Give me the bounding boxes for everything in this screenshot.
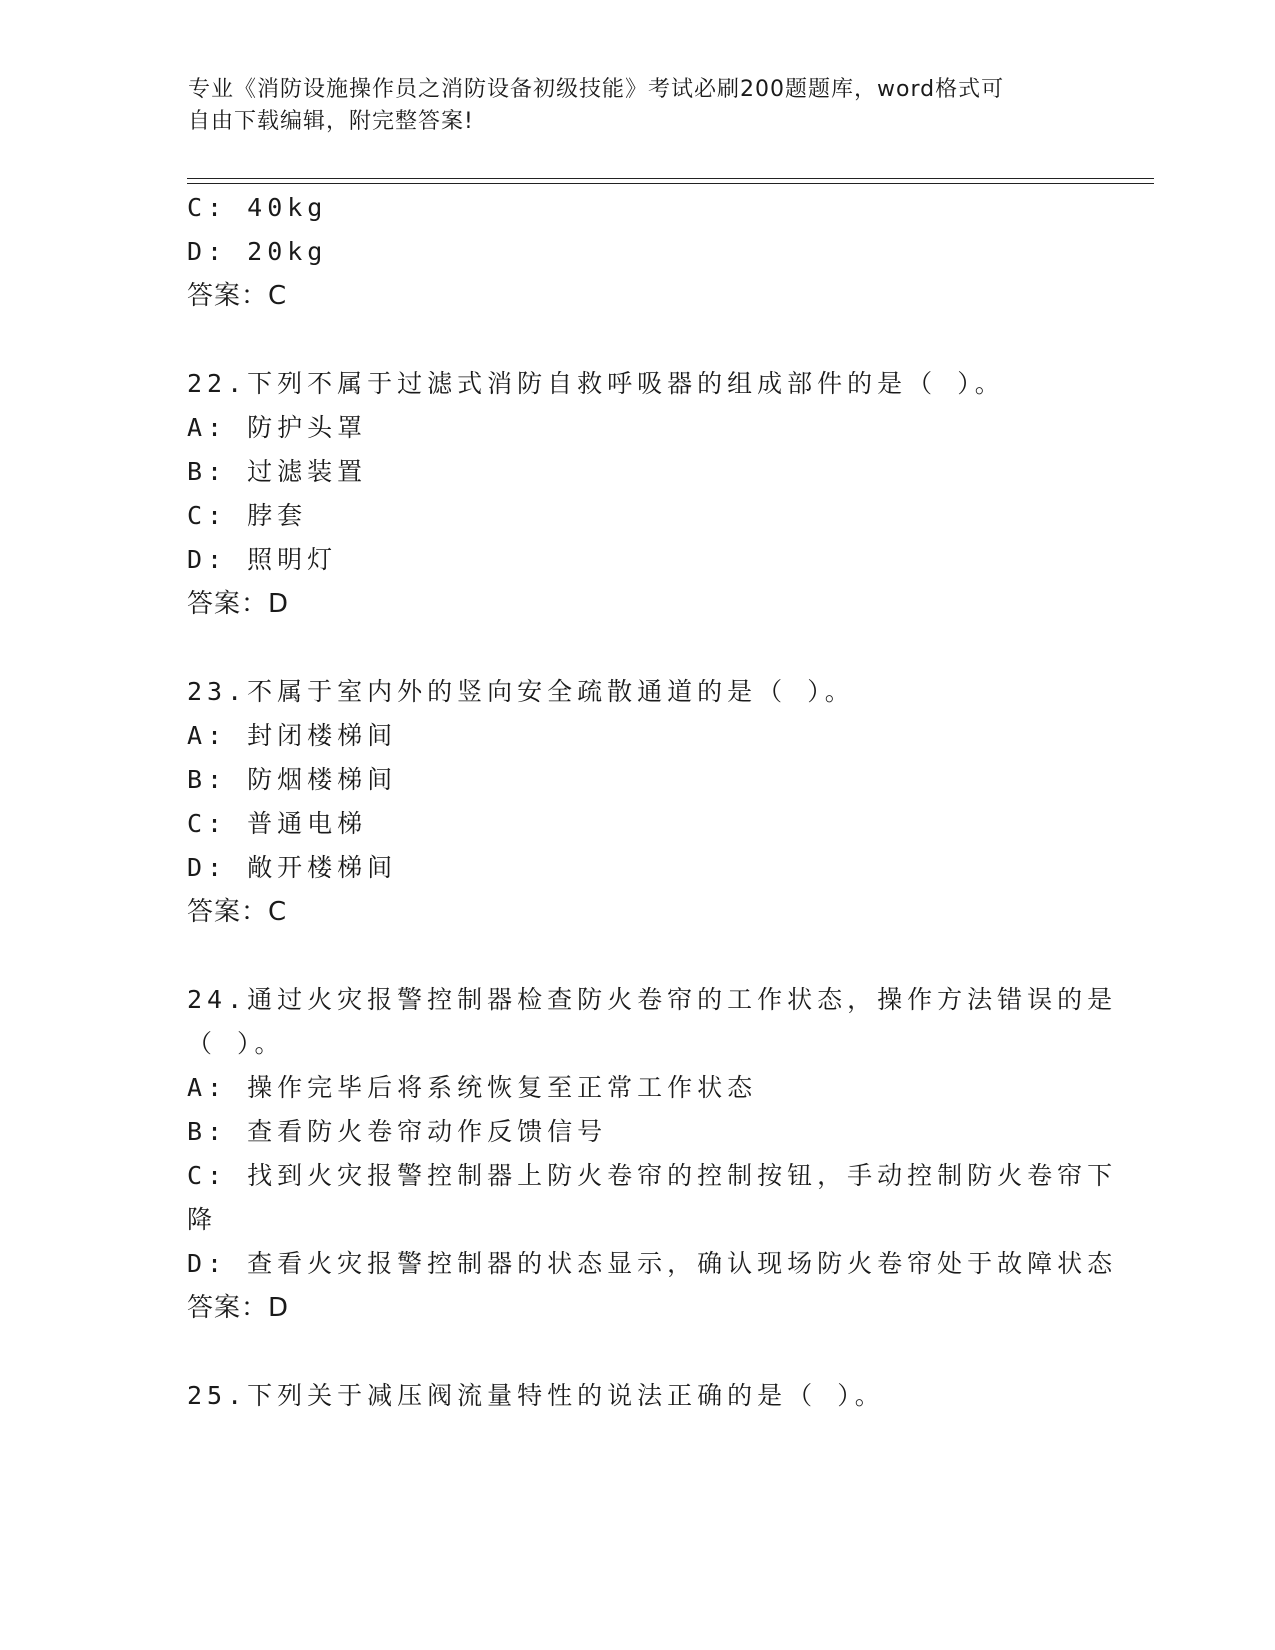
header-divider-top xyxy=(187,178,1154,179)
q24-answer: 答案：D xyxy=(187,1293,290,1323)
q21-answer: 答案：C xyxy=(187,281,288,311)
header-title-line-1: 专业《消防设施操作员之消防设备初级技能》考试必刷200题题库，word格式可 xyxy=(188,77,1005,102)
q24-stem-line-1: 24.通过火灾报警控制器检查防火卷帘的工作状态，操作方法错误的是 xyxy=(187,985,1118,1014)
q24-option-c-line-2: 降 xyxy=(187,1205,218,1234)
q23-stem: 23.不属于室内外的竖向安全疏散通道的是（ ）。 xyxy=(187,677,855,706)
q21-option-d: D: 20kg xyxy=(187,237,328,266)
q22-option-a: A: 防护头罩 xyxy=(187,413,368,442)
header-divider-bottom xyxy=(187,183,1154,184)
q22-answer: 答案：D xyxy=(187,589,290,619)
q24-option-d: D: 查看火灾报警控制器的状态显示，确认现场防火卷帘处于故障状态 xyxy=(187,1249,1118,1278)
q22-option-c: C: 脖套 xyxy=(187,501,308,530)
document-header xyxy=(188,74,1088,138)
q24-stem-line-2: （ ）。 xyxy=(187,1029,285,1058)
header-title-line-2: 自由下载编辑，附完整答案! xyxy=(188,109,474,134)
q22-option-b: B: 过滤装置 xyxy=(187,457,368,486)
q23-option-d: D: 敞开楼梯间 xyxy=(187,853,398,882)
q23-option-c: C: 普通电梯 xyxy=(187,809,368,838)
q22-option-d: D: 照明灯 xyxy=(187,545,338,574)
q21-option-c: C: 40kg xyxy=(187,193,328,222)
q25-stem: 25.下列关于减压阀流量特性的说法正确的是（ ）。 xyxy=(187,1381,885,1410)
q23-option-a: A: 封闭楼梯间 xyxy=(187,721,398,750)
q24-option-c-line-1: C: 找到火灾报警控制器上防火卷帘的控制按钮，手动控制防火卷帘下 xyxy=(187,1161,1118,1190)
q23-option-b: B: 防烟楼梯间 xyxy=(187,765,398,794)
q23-answer: 答案：C xyxy=(187,897,288,927)
q22-stem: 22.下列不属于过滤式消防自救呼吸器的组成部件的是（ ）。 xyxy=(187,369,1005,398)
q24-option-b: B: 查看防火卷帘动作反馈信号 xyxy=(187,1117,608,1146)
q24-option-a: A: 操作完毕后将系统恢复至正常工作状态 xyxy=(187,1073,758,1102)
